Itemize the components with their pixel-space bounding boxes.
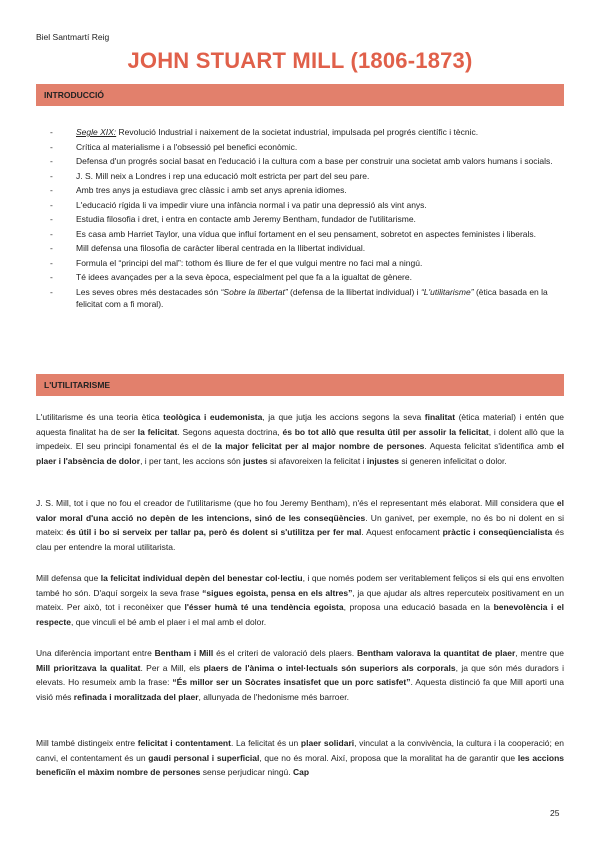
list-item: - Té idees avançades per a la seva època, especialment pel que fa a la igualtat de gènere. <box>50 272 412 282</box>
list-item: - Defensa d'un progrés social basat en l'educació i la cultura com a base per construir una societat amb valors humans i socials. <box>50 156 553 166</box>
page-title: JOHN STUART MILL (1806-1873) <box>127 48 473 73</box>
section-header-utilitarisme: L'UTILITARISME <box>36 374 564 396</box>
list-item-text: Té idees avançades per a la seva època, especialment pel que fa a la igualtat de gènere. <box>76 272 412 282</box>
list-item: - Segle XIX: Revolució Industrial i naixement de la societat industrial, impulsada pel progrés científic i tècnic. <box>50 127 479 137</box>
list-item-text: Defensa d'un progrés social basat en l'educació i la cultura com a base per construir una societat amb valors humans i socials. <box>76 156 553 166</box>
paragraph-consequences: J. S. Mill, tot i que no fou el creador de l'utilitarisme (que ho fou Jeremy Bentham), n'és el representant més elaborat. Mill considera que el valor moral d'una acció no depèn de les intencions, sinó de les conseqüències. Un ganivet, per exemple, no és bo ni dolent en si mateix: és útil i bo si serveix per tallar pa, però és dolent si s'utilitza per fer mal. Aquest enfocament pràctic i conseqüencialista és clau per entendre la moral utilitarista. <box>36 498 564 552</box>
work-title: “Sobre la llibertat” <box>220 286 288 297</box>
list-item: - Estudia filosofia i dret, i entra en contacte amb Jeremy Bentham, fundador de l'utilitarisme. <box>50 214 416 224</box>
section-header-introduccio: INTRODUCCIÓ <box>36 84 564 106</box>
list-item: - Les seves obres més destacades són “Sobre la llibertat” (defensa de la llibertat individual) i “L'utilitarisme” (ètica basada en la felicitat com a fi moral). <box>50 286 548 309</box>
list-item: - J. S. Mill neix a Londres i rep una educació molt estricta per part del seu pare. <box>50 170 370 181</box>
list-item: - Crítica al materialisme i a l'obsessió pel benefici econòmic. <box>50 141 298 152</box>
work-title: “L'utilitarisme” <box>420 286 474 297</box>
intro-list <box>40 126 560 312</box>
list-item-text: Estudia filosofia i dret, i entra en contacte amb Jeremy Bentham, fundador de l'utilitarisme. <box>76 214 416 224</box>
list-item: - Es casa amb Harriet Taylor, una vídua que influí fortament en el seu pensament, sobretot en aspectes feministes i liberals. <box>50 228 537 239</box>
list-item-text: (ètica basada en la felicitat com a fi moral). <box>76 286 548 309</box>
list-item-text: Crítica al materialisme i a l'obsessió pel benefici econòmic. <box>76 141 298 152</box>
paragraph-happiness-vs-contentment: Mill també distingeix entre felicitat i contentament. La felicitat és un plaer solidari, vinculat a la convivència, la cultura i la cooperació; en canvi, el contentament és un gaudi personal i superficial, que no és moral. Així, proposa que la moralitat ha de garantir que les accions beneficiïn el màxim nombre de persones sense perjudicar ningú. Cap <box>36 738 564 777</box>
century-label: Segle XIX: <box>76 127 117 137</box>
author-name: Biel Santmartí Reig <box>36 32 110 42</box>
paragraph-definition: L'utilitarisme és una teoria ètica teològica i eudemonista, ja que jutja les accions segons la seva finalitat (ètica material) i entén que aquesta finalitat ha de ser la felicitat. Segons aquesta doctrina, és bo tot allò que resulta útil per assolir la felicitat, i dolent allò que la impedeix. El seu principi fonamental és el de la major felicitat per al major nombre de persones. Aquesta felicitat s'identifica amb el plaer i l'absència de dolor, i per tant, les accions són justes si afavoreixen la felicitat i injustes si generen infelicitat o dolor. <box>36 412 565 466</box>
list-item-text: Formula el “principi del mal”: tothom és lliure de fer el que vulgui mentre no faci mal a ningú. <box>76 257 423 268</box>
list-item-text: J. S. Mill neix a Londres i rep una educació molt estricta per part del seu pare. <box>76 170 370 181</box>
list-item: - Mill defensa una filosofia de caràcter liberal centrada en la llibertat individual. <box>50 243 366 253</box>
paragraph-collective-welfare: Mill defensa que la felicitat individual depèn del benestar col·lectiu, i que només podem ser veritablement feliços si els qui ens envolten també ho són. D'aquí sorgeix la seva frase “sigues egoista, pensa en els altres”, ja que ajudar als altres repercuteix positivament en un mateix. Per això, tot i reconèixer que l'ésser humà té una tendència egoista, proposa una educació basada en la benevolència i el respecte, que vinculi el bé amb el plaer i el mal amb el dolor. <box>36 573 565 627</box>
page-number: 25 <box>550 808 560 818</box>
list-item: - Amb tres anys ja estudiava grec clàssic i amb set anys aprenia idiomes. <box>50 185 347 195</box>
paragraph-bentham-vs-mill: Una diferència important entre Bentham i Mill és el criteri de valoració dels plaers. Bentham valorava la quantitat de plaer, mentre que Mill prioritzava la qualitat. Per a Mill, els plaers de l'ànima o intel·lectuals són superiors als corporals, ja que són més duradors i elevats. Ho resumeix amb la frase: “És millor ser un Sòcrates insatisfet que un porc satisfet”. Aquesta distinció fa que Mill aporti una visió més refinada i moralitzada del plaer, allunyada de l'hedonisme més barroer. <box>36 648 564 702</box>
list-item-text: (defensa de la llibertat individual) i <box>287 286 421 297</box>
list-item-text: Mill defensa una filosofia de caràcter liberal centrada en la llibertat individual. <box>76 243 366 253</box>
list-item: - L'educació rígida li va impedir viure una infància normal i va patir una depressió als vint anys. <box>50 199 427 210</box>
list-item-text: Les seves obres més destacades són <box>76 286 221 297</box>
list-item-text: L'educació rígida li va impedir viure una infància normal i va patir una depressió als vint anys. <box>76 199 427 210</box>
list-item-text: Amb tres anys ja estudiava grec clàssic i amb set anys aprenia idiomes. <box>76 185 347 195</box>
list-item-text: Revolució Industrial i naixement de la societat industrial, impulsada pel progrés científic i tècnic. <box>116 127 479 137</box>
list-item-text: Es casa amb Harriet Taylor, una vídua que influí fortament en el seu pensament, sobretot en aspectes feministes i liberals. <box>76 228 537 239</box>
list-item: - Formula el “principi del mal”: tothom és lliure de fer el que vulgui mentre no faci mal a ningú. <box>50 257 423 268</box>
